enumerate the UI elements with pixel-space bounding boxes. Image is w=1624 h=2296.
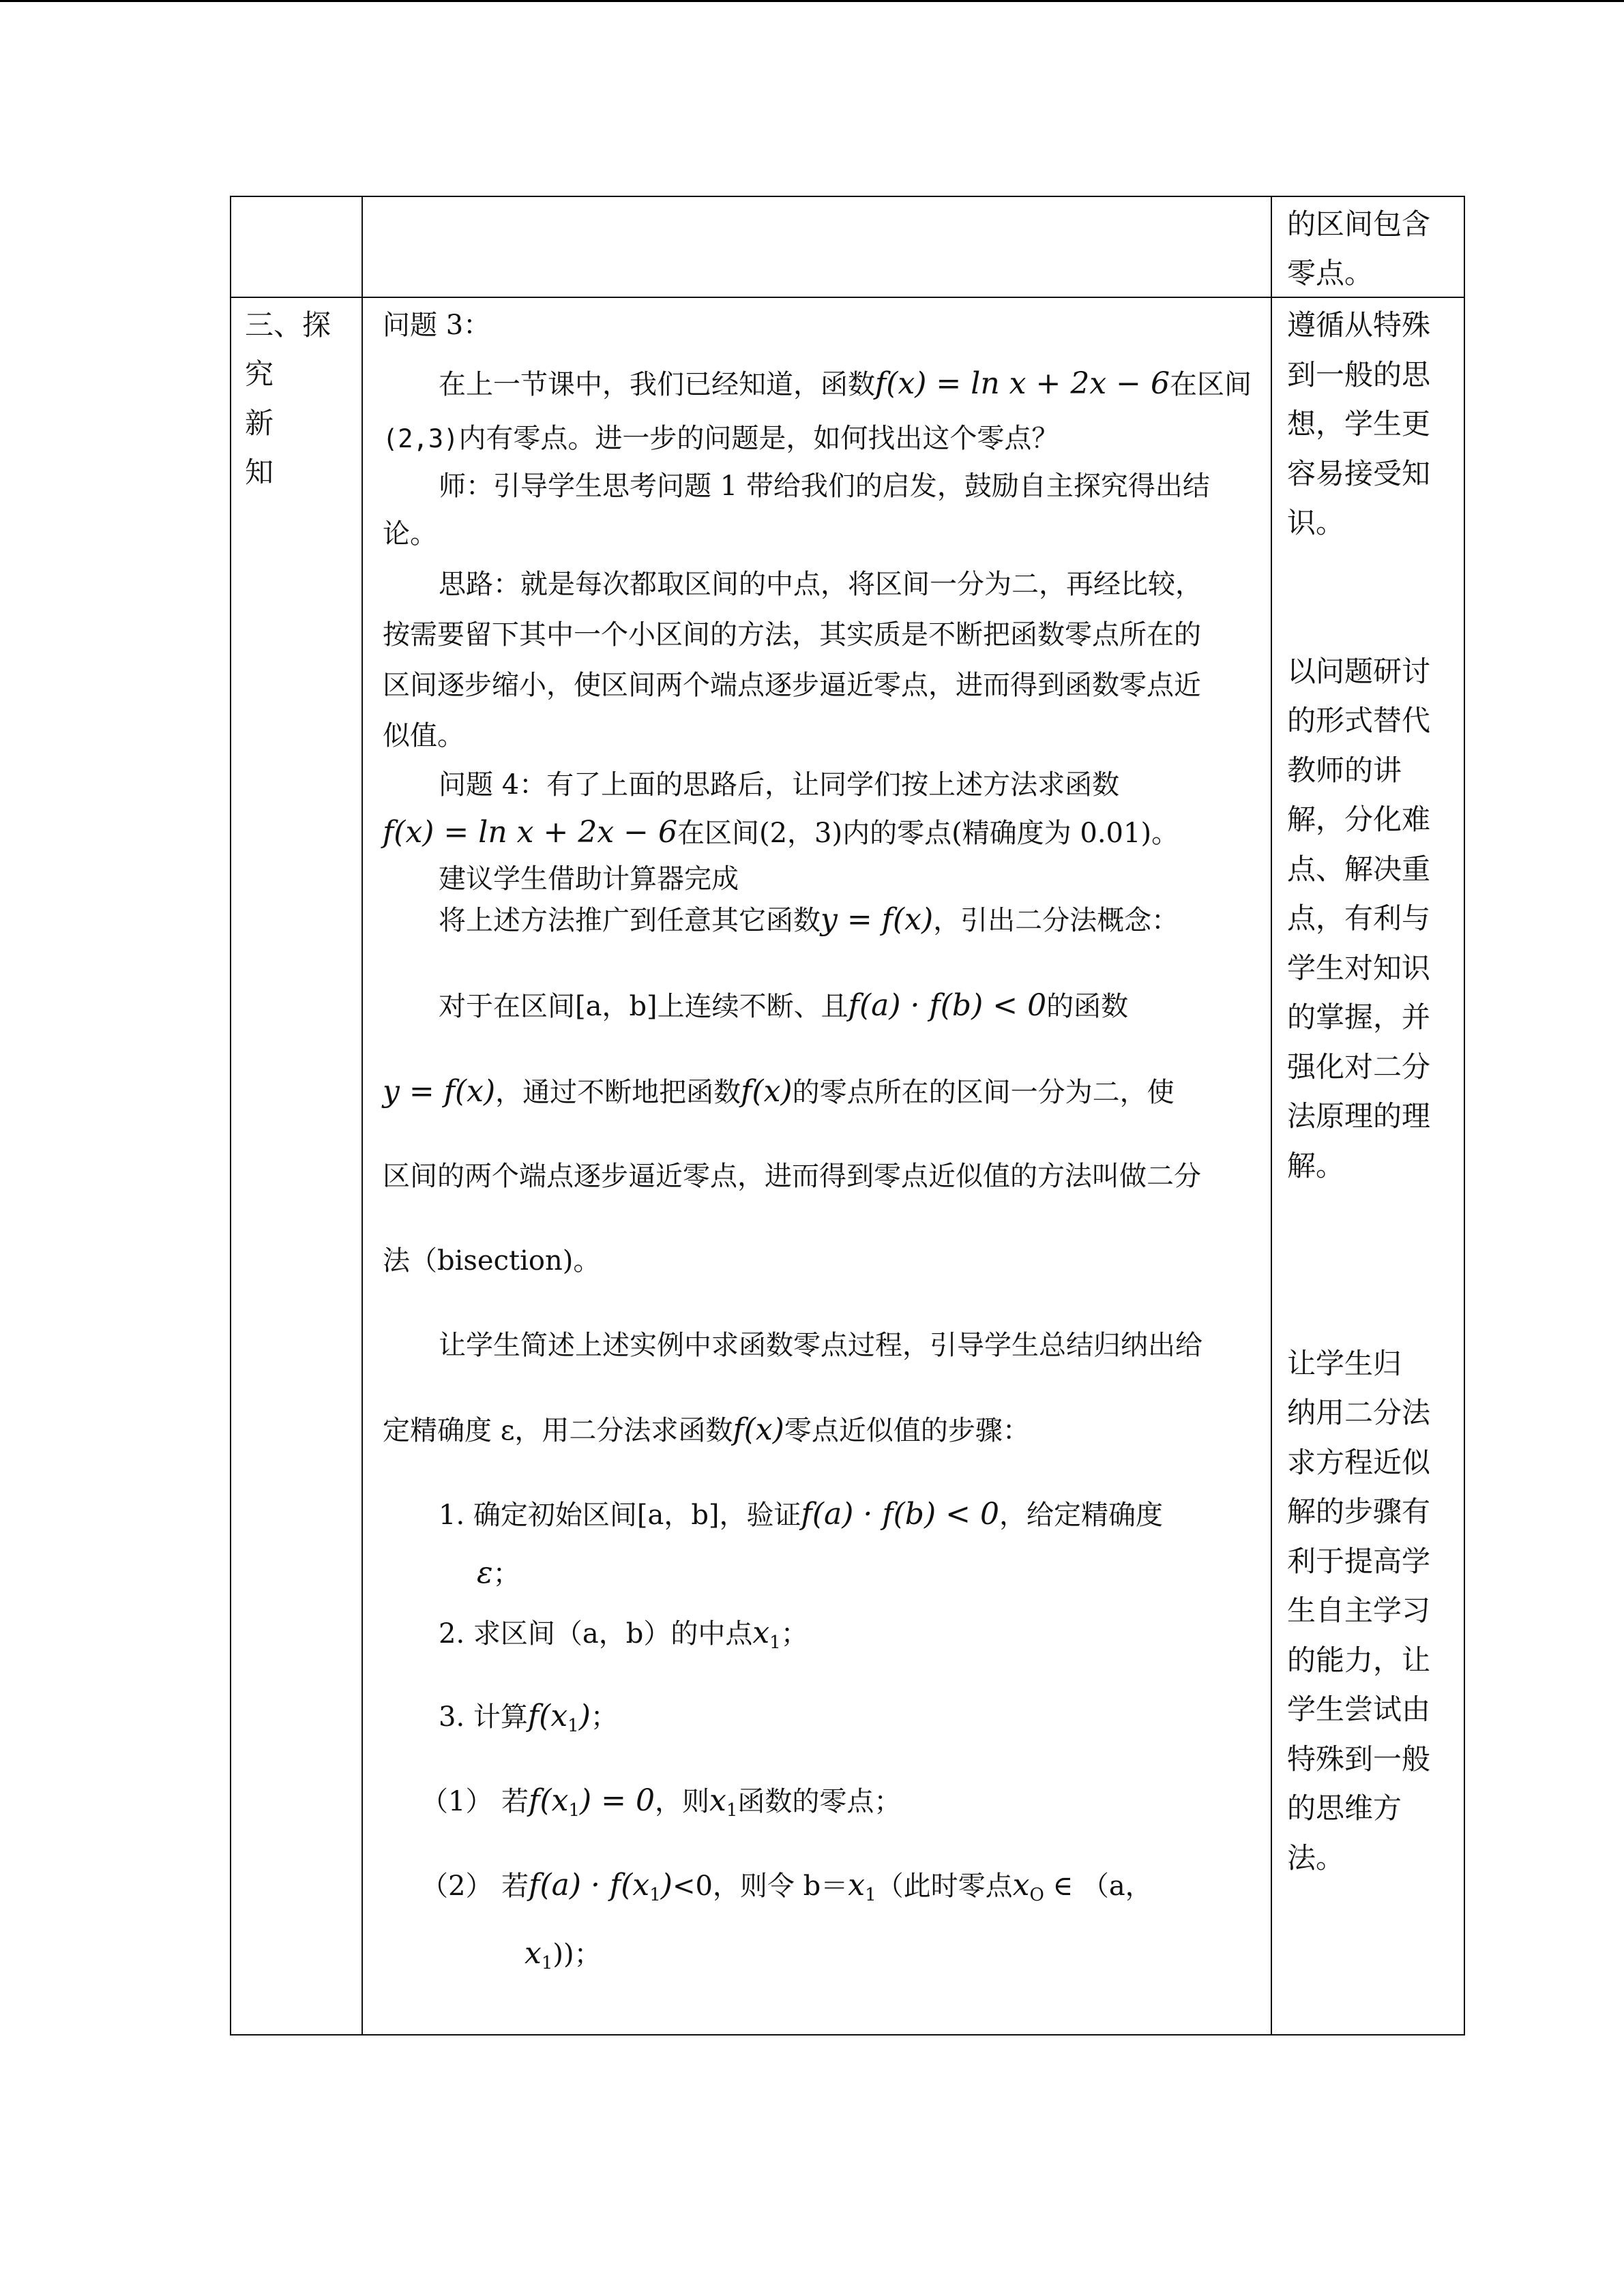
row2-note-line: 的思维方 <box>1287 1791 1402 1825</box>
interval-value: (2,3) <box>383 424 459 453</box>
row2-note-line: 强化对二分 <box>1287 1049 1431 1084</box>
page-top-border <box>0 0 1624 2</box>
row2-note-line: 求方程近似 <box>1287 1445 1431 1479</box>
row2-note-line: 生自主学习 <box>1287 1594 1431 1627</box>
section-label-line: 新 <box>245 406 274 440</box>
question-3-label: 问题 3： <box>383 310 491 341</box>
lesson-plan-table <box>230 196 1465 2036</box>
row2-note-line: 的掌握，并 <box>1287 1000 1431 1034</box>
paragraph-line: 法（bisection)。 <box>383 1245 601 1277</box>
paragraph-line: y = f(x)，通过不断地把函数f(x)的零点所在的区间一分为二，使 <box>383 1074 1175 1109</box>
column-divider-1 <box>361 197 363 2034</box>
column-divider-2 <box>1271 197 1272 2034</box>
row2-note-line: 解。 <box>1287 1148 1345 1182</box>
main-content-cell <box>364 298 1269 2036</box>
row2-note-line: 让学生归 <box>1287 1346 1402 1380</box>
row2-note-line: 利于提高学 <box>1287 1544 1431 1578</box>
section-label-line: 究 <box>245 357 274 391</box>
row2-note-line: 法。 <box>1287 1840 1345 1875</box>
paragraph-line: 区间的两个端点逐步逼近零点，进而得到零点近似值的方法叫做二分 <box>383 1161 1201 1192</box>
row2-note-line: 解，分化难 <box>1287 803 1431 836</box>
row2-note-line: 学生对知识 <box>1287 951 1431 985</box>
paragraph-line: 将上述方法推广到任意其它函数y = f(x)，引出二分法概念： <box>439 902 1179 937</box>
paragraph-line: 对于在区间[a，b]上连续不断、且f(a) · f(b) < 0的函数 <box>439 988 1129 1023</box>
row2-note-line: 的形式替代 <box>1287 704 1431 737</box>
paragraph-line: 区间逐步缩小，使区间两个端点逐步逼近零点，进而得到函数零点近 <box>383 670 1201 701</box>
function-formula: f(x) = ln x + 2x − 6 <box>383 815 677 850</box>
row1-note-line: 的区间包含 <box>1287 207 1431 241</box>
row2-note-line: 的能力，让 <box>1287 1643 1431 1677</box>
paragraph-line: 建议学生借助计算器完成 <box>439 863 739 895</box>
row2-note-line: 学生尝试由 <box>1287 1693 1431 1726</box>
row2-note-line: 遵循从特殊 <box>1287 308 1431 342</box>
section-label-line: 知 <box>245 456 274 489</box>
row2-note-line: 想，学生更 <box>1287 407 1431 441</box>
row2-note-line: 法原理的理 <box>1287 1099 1431 1133</box>
paragraph-line: 思路：就是每次都取区间的中点，将区间一分为二，再经比较， <box>439 569 1202 600</box>
paragraph-line: 在上一节课中，我们已经知道，函数f(x) = ln x + 2x − 6在区间 <box>439 366 1252 401</box>
row2-note-line: 以问题研讨 <box>1287 654 1431 688</box>
row2-note-line: 点、解决重 <box>1287 852 1431 886</box>
condition-formula: f(a) · f(b) < 0 <box>848 988 1047 1023</box>
case-2: （2） 若$f(a) \cdot f(x_1)<0$，则令 $b=x_1$（此时零点$x_O$ ∈ （a， <box>421 1868 1153 1905</box>
paragraph-line: 让学生简述上述实例中求函数零点过程，引导学生总结归纳出给 <box>439 1330 1202 1361</box>
row2-note-line: 教师的讲 <box>1287 753 1402 787</box>
step-1: 1. 确定初始区间[a，b]，验证f(a) · f(b) < 0，给定精确度 <box>439 1497 1163 1532</box>
row1-note-line: 零点。 <box>1287 256 1374 290</box>
step-3: 3. 计算$f(x_1)$； <box>439 1699 618 1736</box>
paragraph-line: 论。 <box>383 518 437 550</box>
paragraph-line: 似值。 <box>383 720 464 751</box>
case-2-continuation: $x_1$))； <box>525 1936 602 1973</box>
step-1-epsilon: ε； <box>477 1555 520 1590</box>
section-label-line: 三、探 <box>245 308 331 342</box>
row2-note-line: 到一般的思 <box>1287 357 1431 391</box>
paragraph-line: 师：引导学生思考问题 1 带给我们的启发，鼓励自主探究得出结 <box>439 471 1210 502</box>
row2-note-line: 纳用二分法 <box>1287 1396 1431 1429</box>
paragraph-line: 按需要留下其中一个小区间的方法，其实质是不断把函数零点所在的 <box>383 619 1201 651</box>
paragraph-line: 定精确度 ε，用二分法求函数f(x)零点近似值的步骤： <box>383 1412 1030 1447</box>
step-2: 2. 求区间（a，b）的中点$x_1$； <box>439 1615 808 1653</box>
row2-note-line: 特殊到一般 <box>1287 1742 1431 1776</box>
function-formula: f(x) = ln x + 2x − 6 <box>875 366 1170 401</box>
paragraph-line: f(x) = ln x + 2x − 6在区间(2，3)内的零点(精确度为 0.01)。 <box>383 815 1179 850</box>
row2-note-line: 解的步骤有 <box>1287 1495 1431 1528</box>
paragraph-line: (2,3)内有零点。进一步的问题是，如何找出这个零点？ <box>383 423 1059 454</box>
row2-note-line: 容易接受知 <box>1287 456 1431 490</box>
row2-note-line: 点，有利与 <box>1287 901 1431 935</box>
row2-note-line: 识。 <box>1287 506 1345 539</box>
paragraph-line: 问题 4：有了上面的思路后，让同学们按上述方法求函数 <box>439 769 1120 801</box>
case-1: （1） 若$f(x_1) = 0$，则$x_1$函数的零点； <box>421 1783 902 1821</box>
